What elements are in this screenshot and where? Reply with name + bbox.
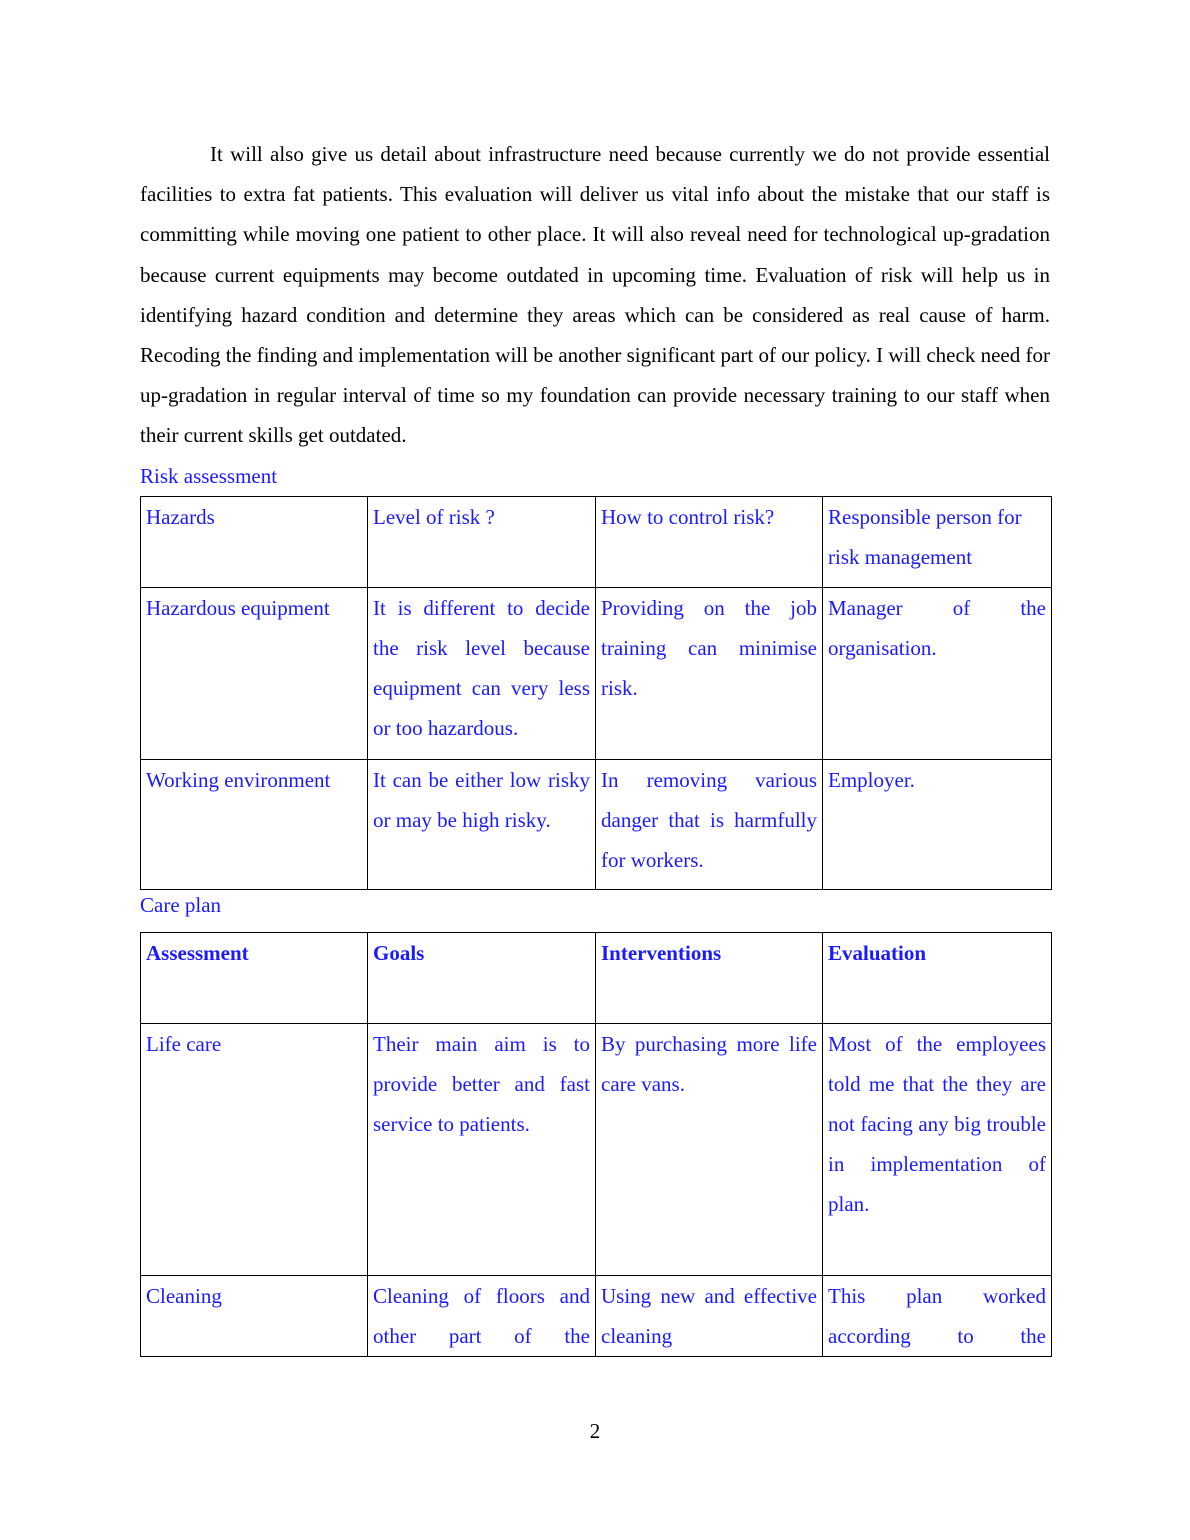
table-cell: Their main aim is to provide better and fast service to patients.	[368, 1023, 596, 1275]
table-cell: This plan worked according to the	[823, 1275, 1052, 1356]
page-number: 2	[589, 1419, 601, 1443]
risk-assessment-heading: Risk assessment	[140, 463, 278, 488]
header-cell: Responsible person for risk management	[823, 496, 1052, 587]
table-cell: Life care	[141, 1023, 368, 1275]
table-cell: In removing various danger that is harmfully for workers.	[596, 759, 823, 889]
table-cell: Hazardous equipment	[141, 587, 368, 759]
table-row	[141, 759, 1052, 889]
header-cell: Assessment	[141, 932, 368, 1023]
header-cell: Goals	[368, 932, 596, 1023]
header-cell: Hazards	[141, 496, 368, 587]
table-cell: It is different to decide the risk level because equipment can very less or too hazardous.	[368, 587, 596, 759]
header-cell: Evaluation	[823, 932, 1052, 1023]
table-cell: Cleaning of floors and other part of the	[368, 1275, 596, 1356]
risk-assessment-table	[140, 496, 1052, 890]
table-cell: Manager of the organisation.	[823, 587, 1052, 759]
header-cell: Interventions	[596, 932, 823, 1023]
table-cell: Most of the employees told me that the they are not facing any big trouble in implementation of plan.	[823, 1023, 1052, 1275]
table-cell: Providing on the job training can minimise risk.	[596, 587, 823, 759]
table-cell: Cleaning	[141, 1275, 368, 1356]
table-cell: Working environment	[141, 759, 368, 889]
document-page	[140, 134, 1050, 1357]
table-row	[141, 1275, 1052, 1356]
care-plan-table	[140, 932, 1052, 1357]
header-cell: Level of risk ?	[368, 496, 596, 587]
table-header-row	[141, 496, 1052, 587]
table-header-row	[141, 932, 1052, 1023]
header-cell: How to control risk?	[596, 496, 823, 587]
table-row	[141, 1023, 1052, 1275]
table-cell: Employer.	[823, 759, 1052, 889]
table-cell: Using new and effective cleaning	[596, 1275, 823, 1356]
table-cell: It can be either low risky or may be high risky.	[368, 759, 596, 889]
body-paragraph: It will also give us detail about infrastructure need because currently we do not provide essential facilities to extra fat patients. This evaluation will deliver us vital info about the mistake that our staff is committing while moving one patient to other place. It will also reveal need for technological up-gradation because current equipments may become outdated in upcoming time. Evaluation of risk will help us in identifying hazard condition and determine they areas which can be considered as real cause of harm. Recoding the finding and implementation will be another significant part of our policy. I will check need for up-gradation in regular interval of time so my foundation can provide necessary training to our staff when their current skills get outdated.	[140, 142, 1050, 448]
table-row	[141, 587, 1052, 759]
care-plan-heading: Care plan	[140, 892, 222, 917]
table-cell: By purchasing more life care vans.	[596, 1023, 823, 1275]
